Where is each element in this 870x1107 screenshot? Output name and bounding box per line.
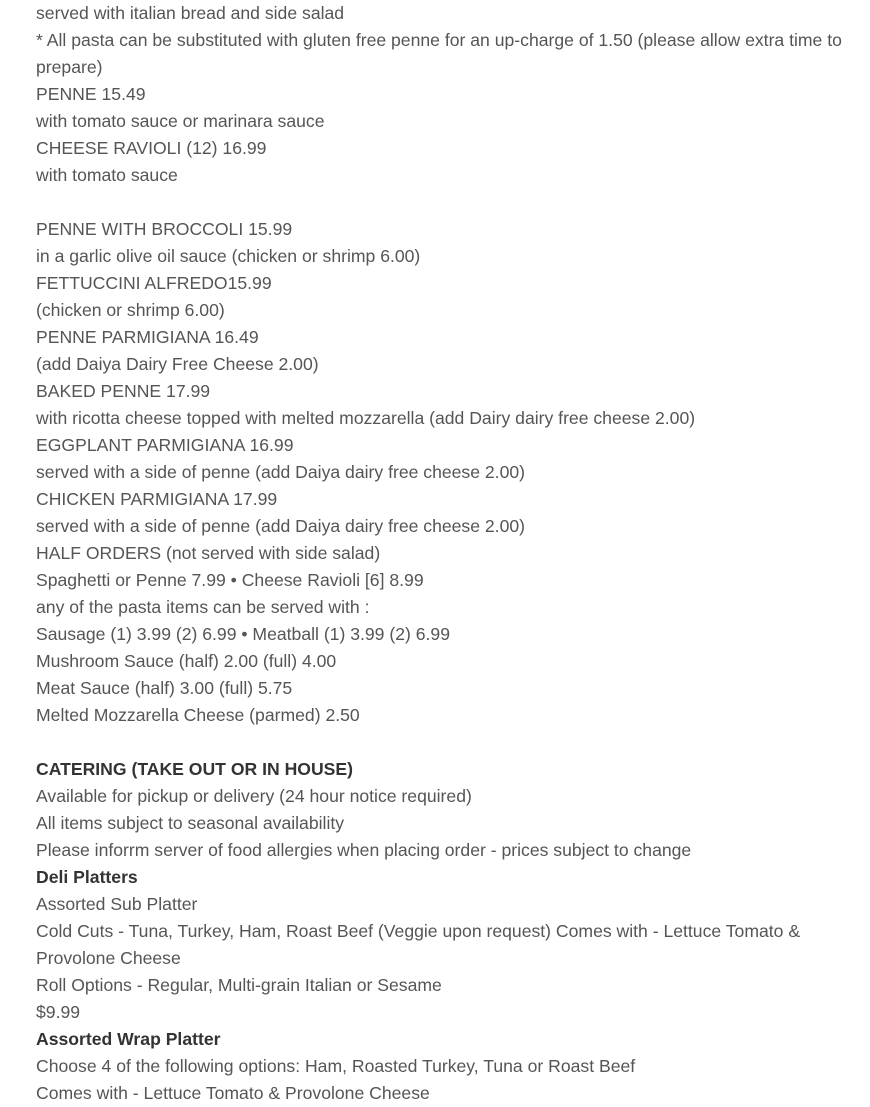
catering-note: All items subject to seasonal availability: [36, 813, 345, 833]
menu-addon-sausage-meatball: Sausage (1) 3.99 (2) 6.99 • Meatball (1) 3.99 (2) 6.99: [36, 624, 450, 644]
menu-addon-mushroom-sauce: Mushroom Sauce (half) 2.00 (full) 4.00: [36, 651, 337, 671]
deli-platters-heading: Deli Platters: [36, 867, 138, 887]
wrap-platter-options: Choose 4 of the following options: Ham, Roasted Turkey, Tuna or Roast Beef: [36, 1056, 636, 1076]
menu-item-penne: PENNE 15.49: [36, 84, 146, 104]
menu-addon-mozzarella: Melted Mozzarella Cheese (parmed) 2.50: [36, 705, 360, 725]
sub-platter-price: $9.99: [36, 1002, 81, 1022]
menu-item-baked-penne: BAKED PENNE 17.99: [36, 381, 211, 401]
menu-item-penne-parmigiana: PENNE PARMIGIANA 16.49: [36, 327, 259, 347]
wrap-platter-description: Comes with - Lettuce Tomato & Provolone Cheese: [36, 1083, 430, 1103]
menu-item-half-orders: HALF ORDERS (not served with side salad): [36, 543, 381, 563]
menu-item-half-orders-prices: Spaghetti or Penne 7.99 • Cheese Ravioli [6] 8.99: [36, 570, 424, 590]
menu-item-description: served with a side of penne (add Daiya dairy free cheese 2.00): [36, 516, 525, 536]
sub-platter-roll-options: Roll Options - Regular, Multi-grain Italian or Sesame: [36, 975, 442, 995]
menu-item-description: (add Daiya Dairy Free Cheese 2.00): [36, 354, 319, 374]
menu-item-description: in a garlic olive oil sauce (chicken or shrimp 6.00): [36, 246, 421, 266]
menu-line: served with italian bread and side salad: [36, 3, 345, 23]
menu-addon-meat-sauce: Meat Sauce (half) 3.00 (full) 5.75: [36, 678, 293, 698]
menu-item-description: with tomato sauce or marinara sauce: [36, 111, 325, 131]
menu-content: [36, 0, 848, 1107]
menu-item-description: (chicken or shrimp 6.00): [36, 300, 225, 320]
menu-item-eggplant-parmigiana: EGGPLANT PARMIGIANA 16.99: [36, 435, 294, 455]
wrap-platter-heading: Assorted Wrap Platter: [36, 1029, 221, 1049]
spacer: [36, 729, 848, 756]
menu-item-description: with tomato sauce: [36, 165, 178, 185]
catering-note: Available for pickup or delivery (24 hour notice required): [36, 786, 472, 806]
menu-item-penne-broccoli: PENNE WITH BROCCOLI 15.99: [36, 219, 293, 239]
menu-item-description: with ricotta cheese topped with melted mozzarella (add Dairy dairy free cheese 2.00): [36, 408, 696, 428]
menu-item-description: served with a side of penne (add Daiya dairy free cheese 2.00): [36, 462, 525, 482]
menu-item-chicken-parmigiana: CHICKEN PARMIGIANA 17.99: [36, 489, 278, 509]
catering-note: Please inforrm server of food allergies when placing order - prices subject to change: [36, 840, 692, 860]
sub-platter-title: Assorted Sub Platter: [36, 894, 198, 914]
sub-platter-description: Cold Cuts - Tuna, Turkey, Ham, Roast Beef (Veggie upon request) Comes with - Lettuce Tomato & Provolone Cheese: [36, 921, 801, 968]
menu-addons-intro: any of the pasta items can be served with :: [36, 597, 370, 617]
catering-heading: CATERING (TAKE OUT OR IN HOUSE): [36, 759, 354, 779]
menu-item-cheese-ravioli: CHEESE RAVIOLI (12) 16.99: [36, 138, 267, 158]
menu-note-gluten-free: * All pasta can be substituted with gluten free penne for an up-charge of 1.50 (please allow extra time to prepare): [36, 30, 842, 77]
menu-item-fettuccini-alfredo: FETTUCCINI ALFREDO15.99: [36, 273, 272, 293]
spacer: [36, 189, 848, 216]
